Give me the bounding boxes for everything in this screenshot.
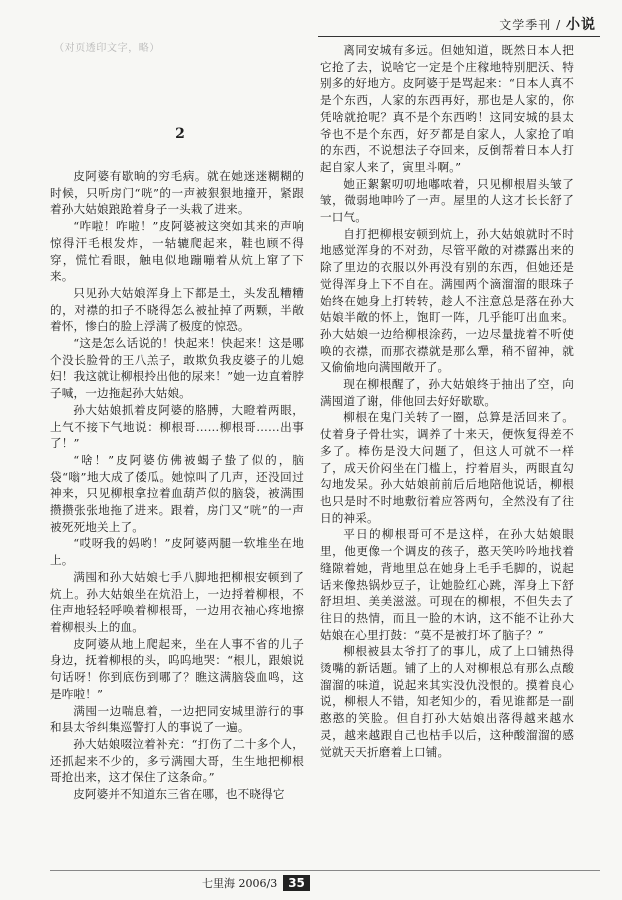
running-header: [499, 14, 596, 34]
paragraph: 皮阿婆有歇晌的穷毛病。就在她迷迷糊糊的时候，只听房门“咣”的一声被狠狠地撞开，紧跟着孙大姑娘踉跄着身子一头栽了进来。: [50, 169, 304, 217]
header-category: 小说: [566, 17, 596, 33]
paragraph: 平日的柳根哥可不是这样，在孙大姑娘眼里，他更像一个调皮的孩子，憨天笑吟吟地找着缝隙着她，背地里总在她身上毛手毛脚的，说起话来像热锅炒豆子，让她脸红心跳，浑身上下舒舒坦坦、美美滋滋。可现在的柳根，不但失去了往日的热情，而且一脸的木讷，这不能不让孙大姑娘在心里打鼓：“莫不是被打坏了脑子？”: [320, 527, 574, 642]
paragraph: 只见孙大姑娘浑身上下都是土，头发乱糟糟的，对襟的扣子不晓得怎么被扯掉了两颗，半敞着怀，惨白的脸上浮满了极度的惊恐。: [50, 285, 304, 334]
paragraph: 柳根在鬼门关转了一圈，总算是活回来了。仗着身子骨壮实，调养了十来天，便恢复得差不多了。棒伤是没大问题了，但这人可就不一样了，成天价闷坐在门槛上，拧着眉头，两眼直勾勾地发呆。孙大姑娘前前后后地陪他说话，柳根也只是时不时地敷衍着应答两句，全然没有了往日的神采。: [320, 410, 574, 525]
paragraph: “咋啦！咋啦！”皮阿婆被这突如其来的声响惊得汗毛根发炸，一轱辘爬起来，鞋也顾不得穿，慌忙看眼，触电似地蹦嘣着从炕上窜了下来。: [50, 219, 304, 284]
paragraph: “啥！”皮阿婆仿佛被蝎子蛰了似的，脑袋“嗡”地大成了倭瓜。她惊叫了几声，还没回过神来，只见柳根拿拉着血葫芦似的脑袋，被满围攒攒张张地拖了进来。跟着，房门又“咣”的一声被死死地关上了。: [50, 452, 304, 534]
footer-rule: [50, 870, 600, 871]
paragraph: 皮阿婆从地上爬起来，坐在人事不省的儿子身边，抚着柳根的头，呜呜地哭：“根儿，跟娘说句话呀！你到底伤到哪了？瞧这满脑袋血鸣，这是咋啦！”: [50, 636, 304, 701]
header-separator: /: [556, 18, 562, 32]
paragraph: 离同安城有多远。但她知道，既然日本人把它抢了去，说啥它一定是个庄稼地特别肥沃、特别多的好地方。皮阿婆于是骂起来：“日本人真不是个东西，人家的东西再好，那也是人家的，你凭啥就抢呢？真不是个东西哟！这同安城的县太爷也不是个东西，好歹都是自家人，人家抢了咱的东西，不说想法子夺回来，反倒帮着日本人打起自家人来了，寅里斗啊。”: [320, 43, 574, 174]
header-rule: [318, 36, 600, 37]
paragraph: 满囤一边喘息着，一边把同安城里游行的事和县太爷纠集巡警打人的事说了一遍。: [50, 703, 304, 735]
paragraph: 满囤和孙大姑娘七手八脚地把柳根安顿到了炕上。孙大姑娘坐在炕沿上，一边捋着柳根，不住声地轻轻呼唤着柳根哥，一边用衣袖心疼地擦着柳根头上的血。: [50, 569, 304, 634]
right-column: [320, 42, 574, 872]
paragraph: 自打把柳根安顿到炕上，孙大姑娘就时不时地感觉浑身的不对劲，尽管平敞的对襟露出来的除了里边的衣服以外再没有别的东西，但她还是觉得浑身上下不自在。满囤两个滴溜溜的眼珠子始终在她身上打转转，趁人不注意总是落在孙大姑娘半敞的怀上，饱盯一阵，几乎能叮出血来。孙大姑娘一边给柳根涂药，一边尽量拢着不听使唤的衣襟，而那衣襟就是那么犟，稍不留神，就又偷偷地向满囤敞开了。: [320, 226, 574, 375]
page-footer: [202, 875, 310, 891]
paragraph: 孙大姑娘抓着皮阿婆的胳膊，大瞪着两眼，上气不接下气地说：柳根哥……柳根哥……出事了！”: [50, 402, 304, 451]
section-number: 2: [175, 126, 185, 142]
paragraph: 她正絮絮叨叨地嘟哝着，只见柳根眉头皱了皱，微弱地呻吟了一声。屋里的人这才长长舒了一口气。: [320, 176, 574, 225]
paragraph: 现在柳根醒了，孙大姑娘终于抽出了空，向满囤道了谢，俳他回去好好歇歇。: [320, 377, 574, 408]
header-section: 文学季刊: [499, 18, 552, 32]
paragraph: 皮阿婆并不知道东三省在哪，也不晓得它: [73, 787, 285, 802]
footer-journal: 七里海 2006/3: [202, 877, 278, 890]
paragraph: “哎呀我的妈哟！”皮阿婆两腿一软堆坐在地上。: [50, 536, 304, 568]
left-column: [50, 168, 304, 868]
page-number: 35: [283, 875, 310, 891]
paragraph: 柳根被县太爷打了的事儿，成了上口铺热得烫嘴的新话题。铺了上的人对柳根总有那么点酸溜溜的味道，说起来其实没仇没恨的。摸着良心说，柳根人不错，知老知少的，看见谁都是一副憨憨的笑脸。但自打孙大姑娘出落得越来越水灵，越来越跟自己也枯手以后，这种酸溜溜的感觉就天天折磨着上口铺。: [320, 644, 574, 759]
show-through-text: （对页透印文字，略）: [54, 43, 160, 54]
paragraph: “这是怎么话说的！快起来！快起来！这是哪个没长脸骨的王八羔子，敢欺负我皮婆子的儿媳妇！我这就让柳根拎出他的尿来！”她一边直着脖子喊，一边拖起孙大姑娘。: [50, 336, 304, 401]
paragraph: 孙大姑娘啜泣着补充：“打伤了二十多个人，还抓起来不少的，多亏满囤大哥，生生地把柳根哥抢出来，这才保住了这条命。”: [50, 736, 304, 785]
